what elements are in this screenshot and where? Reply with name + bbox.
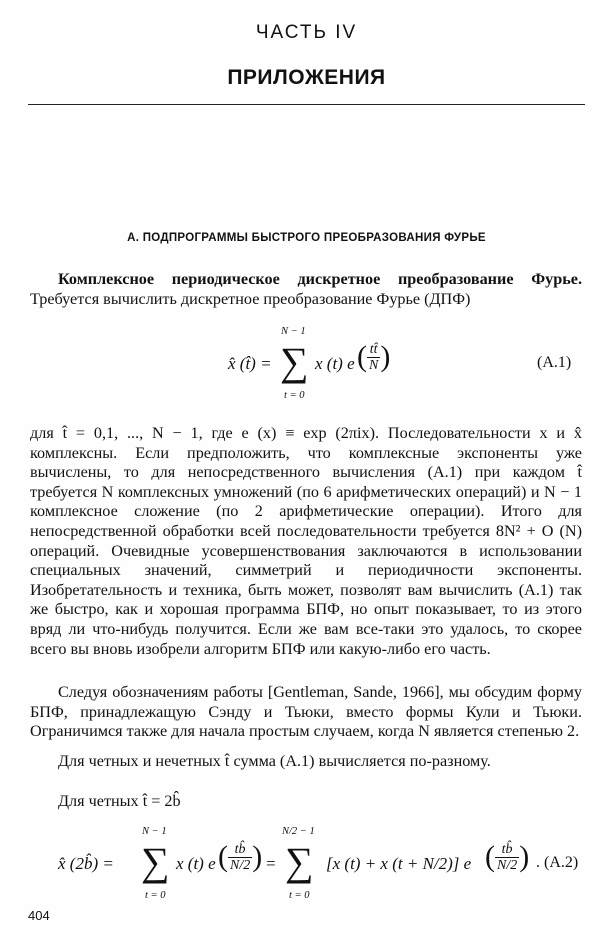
equation-a2-fraction-1 — [228, 842, 252, 873]
paragraph-body: для t̂ = 0,1, ..., N − 1, где e (x) ≡ exp (2πix). Последовательности x и x̂ комплексны. Если предположить, что комплексные экспоненты уже вычислены, то для непосредственного вычисления (А.1) при каждом t̂ требуется N комплексных умножений (по 6 арифметических операций) и N − 1 комплексное сложение (по 2 арифметические операции). Итого для непосредственной обработки всей последовательности требуется 8N² + O (N) операций. Очевидные усовершенствования заключаются в использовании специальных значений, симметрий и периодичности экспоненты. Изобретательность и техника, быть может, позволят вам вычислить (А.1) так же быстро, как и хорошая программа БПФ, но опыт показывает, то из этого вряд ли что-нибудь получится. Если же вам все-таки это удалось, то скорее всего вы вновь изобрели алгоритм БПФ или какую-либо его часть. — [30, 424, 582, 658]
section-title: А. ПОДПРОГРАММЫ БЫСТРОГО ПРЕОБРАЗОВАНИЯ ФУРЬЕ — [127, 232, 486, 244]
equation-a2-fraction-2 — [495, 842, 519, 873]
equation-a1-number: (А.1) — [537, 354, 572, 371]
sum-symbol: ∑ — [280, 339, 309, 384]
paragraph-lead: Комплексное периодическое дискретное преобразование Фурье. — [58, 270, 582, 288]
equation-a2-denominator-2: N/2 — [497, 857, 518, 873]
equation-a2 — [0, 826, 613, 908]
equation-a2-term-2: [x (t) + x (t + N/2)] e — [326, 854, 472, 873]
page-title: ПРИЛОЖЕНИЯ — [227, 66, 386, 89]
paragraph-intro — [30, 270, 582, 309]
sum-symbol: ∑ — [141, 839, 170, 884]
equation-a1-term: x (t) e — [315, 354, 355, 373]
paragraph-even-odd: Для четных и нечетных t̂ сумма (А.1) вычисляется по-разному. — [58, 752, 491, 770]
equation-a1-denominator: N — [369, 357, 379, 373]
equation-a1 — [0, 326, 613, 410]
equation-a1-lhs: x̂ (t̂) = — [228, 354, 272, 373]
equation-a2-denominator-1: N/2 — [230, 857, 251, 873]
part-heading: ЧАСТЬ IV — [255, 22, 358, 43]
equation-a2-numerator-1: tb̂ — [228, 842, 252, 858]
equation-a2-number: . (А.2) — [536, 854, 579, 871]
sum-symbol: ∑ — [285, 839, 314, 884]
equation-a2-upper-limit-2: N/2 − 1 — [282, 826, 315, 837]
equation-a1-upper-limit: N − 1 — [281, 326, 306, 337]
equation-a2-term-1: x (t) e — [176, 854, 216, 873]
equation-a2-lhs: x̂ (2b̂) = — [58, 854, 114, 873]
equation-a1-fraction — [367, 342, 380, 373]
page-number: 404 — [28, 908, 50, 923]
paragraph-intro-text: Требуется вычислить дискретное преобразование Фурье (ДПФ) — [30, 289, 471, 308]
equation-a1-numerator: tt̂ — [367, 342, 380, 358]
paragraph-notation: Следуя обозначениям работы [Gentleman, Sande, 1966], мы обсудим форму БПФ, принадлежащую Сэнду и Тьюки, вместо формы Кули и Тьюки. Ограничимся также для начала простым случаем, когда N является степенью 2. — [30, 683, 582, 741]
paragraph-even-case: Для четных t̂ = 2b̂ — [58, 792, 181, 810]
equation-a2-lower-limit-1: t = 0 — [145, 890, 166, 901]
equation-a2-fraction-group-1: ( $\frac{tb̂}{N/2}$ ) — [218, 840, 263, 873]
title-divider — [28, 104, 585, 105]
equation-a2-numerator-2: tb̂ — [495, 842, 519, 858]
equation-a1-fraction-group: ( $\frac{tt̂}{N}$ ) — [357, 340, 391, 373]
equation-a2-fraction-group-2: ( $\frac{tb̂}{N/2}$ ) — [485, 840, 530, 873]
equation-a1-lower-limit: t = 0 — [284, 390, 305, 401]
equation-a2-equals: = — [266, 854, 276, 873]
equation-a2-upper-limit-1: N − 1 — [142, 826, 167, 837]
equation-a2-lower-limit-2: t = 0 — [289, 890, 310, 901]
